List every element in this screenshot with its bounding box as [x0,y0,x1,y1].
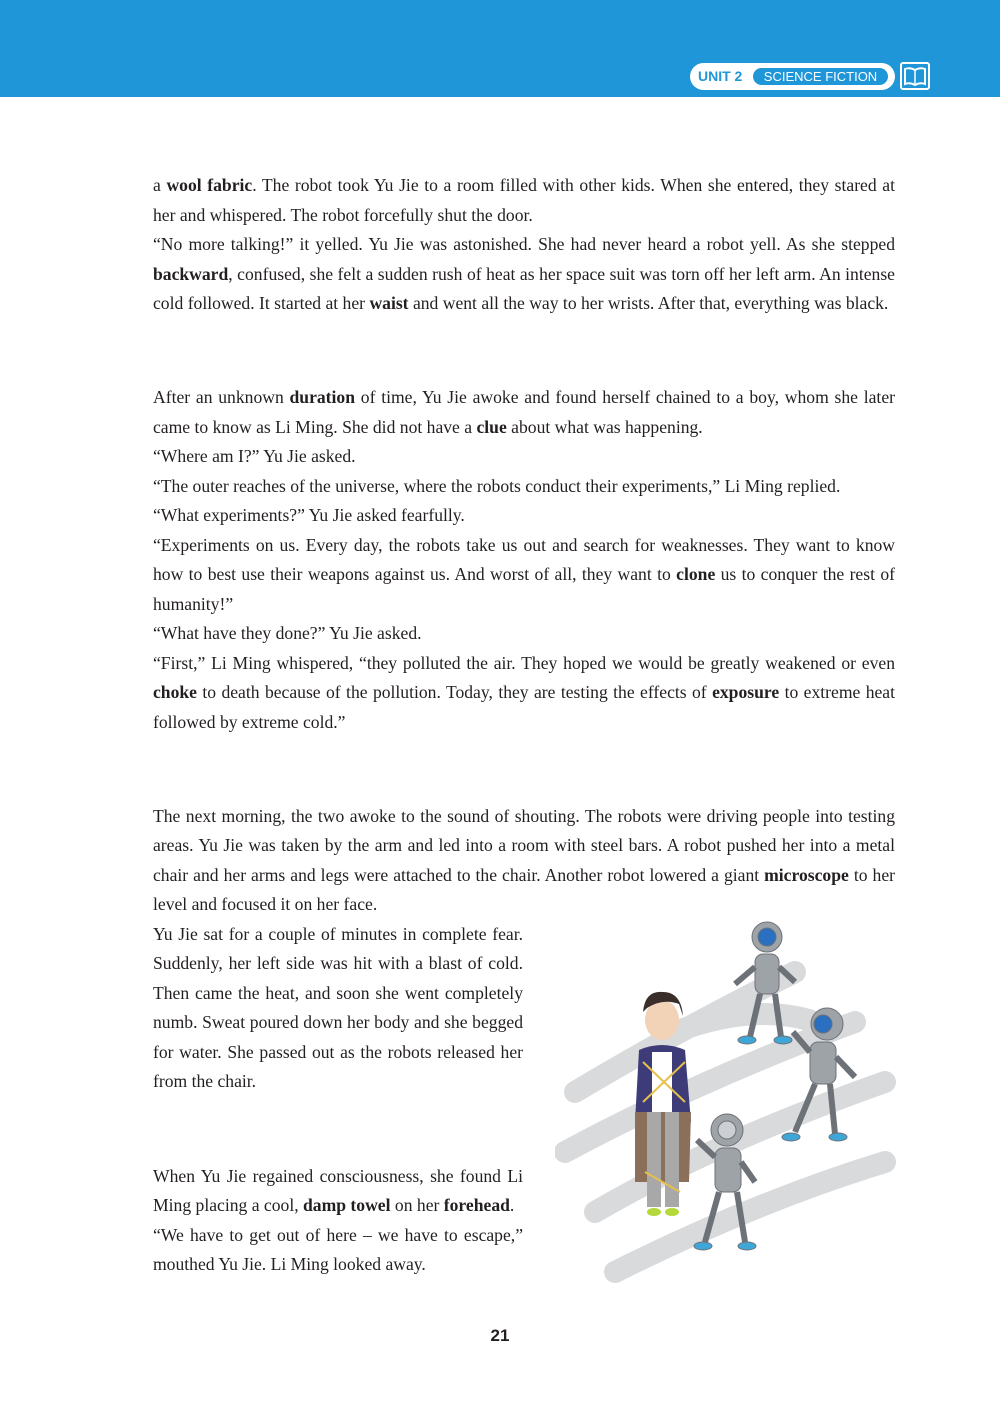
paragraph [153,383,895,442]
text-segment: “First,” Li Ming whispered, “they polluted the air. They hoped we would be greatly weakened or even [153,652,895,673]
vocabulary-word: duration [289,387,356,408]
vocabulary-word: damp towel [303,1195,391,1216]
text-segment: Yu Jie sat for a couple of minutes in complete fear. Suddenly, her left side was hit with a blast of cold. Then came the heat, and soon she went completely numb. Sweat poured down her body and she begged for water. She passed out as the robots released her from the chair. [153,923,523,1092]
text-segment: , confused, she felt a sudden rush of heat as her space suit was torn off her left arm. An intense cold followed. It started at her [153,263,895,313]
paragraph [153,472,895,502]
vocabulary-word: exposure [712,682,780,703]
text-segment: . The robot took Yu Jie to a room filled with other kids. When she entered, they stared at her and whispered. The robot forcefully shut the door. [153,175,895,225]
text-segment: . [509,1195,515,1216]
text-segment: “We have to get out of here – we have to escape,” mouthed Yu Jie. Li Ming looked away. [153,1224,523,1275]
vocabulary-word: backward [153,263,229,284]
paragraph [153,442,895,472]
vocabulary-word: clue [476,416,507,437]
text-segment: about what was happening. [506,416,703,437]
story-illustration [555,912,900,1292]
section-label: SCIENCE FICTION [753,68,888,85]
paragraph [153,649,895,738]
text-segment: “The outer reaches of the universe, where the robots conduct their experiments,” Li Ming replied. [153,475,841,496]
text-segment: “What experiments?” Yu Jie asked fearfully. [153,505,465,526]
text-segment: us to conquer the rest of humanity!” [153,564,895,614]
text-segment: “Where am I?” Yu Jie asked. [153,446,356,467]
unit-label: UNIT 2 [698,68,743,84]
text-segment: “What have they done?” Yu Jie asked. [153,623,422,644]
paragraph [153,1221,523,1280]
text-segment: to death because of the pollution. Today, they are testing the effects of [196,682,713,703]
paragraph-gap [153,336,895,366]
paragraph [153,501,895,531]
paragraph [153,619,895,649]
paragraph [153,802,895,920]
vocabulary-word: microscope [764,864,849,885]
text-segment: The next morning, the two awoke to the sound of shouting. The robots were driving people into testing areas. Yu Jie was taken by the arm and led into a room with steel bars. A robot pushed her into a metal chair and her arms and legs were attached to the chair. Another robot lowered a giant [153,805,895,885]
vocabulary-word: waist [369,293,409,313]
vocabulary-word: choke [153,682,197,703]
unit-badge [690,63,895,90]
header-band [0,0,1000,97]
paragraph [153,920,523,1097]
text-segment: After an unknown [153,387,290,408]
vocabulary-word: forehead [443,1195,510,1216]
text-segment: of time, Yu Jie awoke and found herself chained to a boy, whom she later came to know as Li Ming. She did not have a [153,387,895,437]
vocabulary-word: wool fabric [166,175,253,195]
paragraph [153,230,895,319]
paragraph [153,171,895,230]
text-segment: on her [390,1195,444,1216]
text-segment: to her level and focused it on her face. [153,864,895,915]
paragraph [153,1162,523,1221]
paragraph-gap [153,755,895,785]
text-segment: “No more talking!” it yelled. Yu Jie was astonished. She had never heard a robot yell. As she stepped [153,234,895,254]
text-segment: to extreme heat followed by extreme cold.” [153,682,896,732]
text-segment: When Yu Jie regained consciousness, she found Li Ming placing a cool, [153,1165,523,1216]
text-segment: “Experiments on us. Every day, the robots take us out and search for weaknesses. They want to know how to best use their weapons against us. And worst of all, they want to [153,534,895,585]
vocabulary-word: clone [676,564,716,585]
text-segment: and went all the way to her wrists. After that, everything was black. [408,293,889,313]
page-number: 21 [490,1326,510,1345]
paragraph [153,531,895,620]
book-icon [900,62,930,90]
text-segment: a [153,175,167,195]
